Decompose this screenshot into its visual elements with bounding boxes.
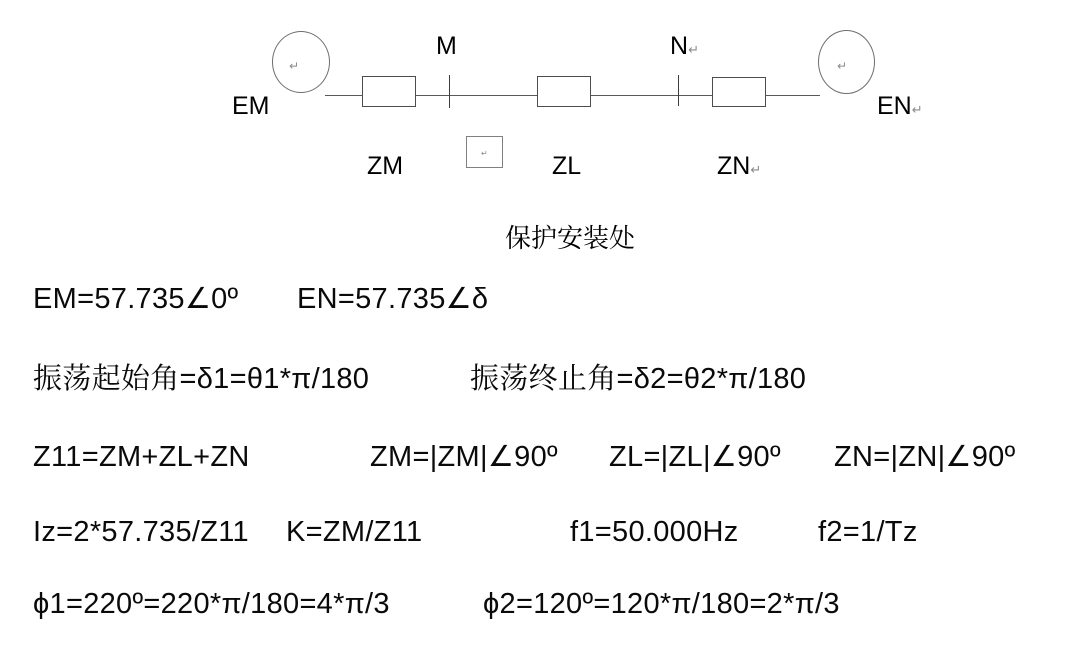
equation-phi1: ϕ1=220º=220*π/180=4*π/3	[33, 588, 390, 620]
source-em-text: EM	[232, 92, 270, 120]
equation-zn: ZN=|ZN|∠90º	[834, 441, 1016, 473]
paragraph-mark-icon: ↵	[481, 149, 488, 158]
equation-em-source: EM=57.735∠0º	[33, 283, 239, 315]
equation-phi2: ϕ2=120º=120*π/180=2*π/3	[483, 588, 840, 620]
equation-zl: ZL=|ZL|∠90º	[609, 441, 781, 473]
equation-en-source: EN=57.735∠δ	[297, 283, 489, 315]
paragraph-mark-icon: ↵	[911, 102, 923, 117]
paragraph-mark-icon: ↵	[289, 59, 300, 73]
bus-m-tick	[449, 75, 451, 108]
equation-f2: f2=1/Tz	[818, 516, 918, 548]
bus-n-text: N	[670, 32, 689, 60]
impedance-zm-label: ZM	[367, 152, 404, 180]
impedance-zl-label: ZL	[552, 152, 582, 180]
impedance-zn-label	[717, 153, 761, 181]
impedance-box-zm	[362, 76, 416, 107]
paragraph-mark-icon: ↵	[750, 162, 762, 177]
impedance-box-zl	[537, 76, 591, 107]
source-en-text: EN	[877, 92, 912, 120]
equation-iz: Iz=2*57.735/Z11	[33, 516, 249, 548]
bus-n-tick	[678, 75, 680, 106]
impedance-box-zn	[712, 77, 766, 107]
source-en-label	[877, 93, 923, 121]
equation-oscillation-end-angle: 振荡终止角=δ2=θ2*π/180	[470, 363, 807, 395]
paragraph-mark-icon: ↵	[688, 42, 699, 57]
generator-left-icon	[272, 31, 330, 93]
bus-n-label	[670, 33, 699, 61]
equation-z11: Z11=ZM+ZL+ZN	[33, 441, 250, 473]
bus-m-label: M	[436, 32, 457, 60]
protection-point-label: 保护安装处	[505, 223, 636, 253]
equation-k: K=ZM/Z11	[286, 516, 423, 548]
equation-f1: f1=50.000Hz	[570, 516, 739, 548]
equation-oscillation-start-angle: 振荡起始角=δ1=θ1*π/180	[33, 363, 370, 395]
equation-zm: ZM=|ZM|∠90º	[370, 441, 558, 473]
impedance-zn-text: ZN	[717, 152, 751, 180]
paragraph-mark-icon: ↵	[837, 59, 848, 73]
source-em-label	[232, 93, 270, 121]
